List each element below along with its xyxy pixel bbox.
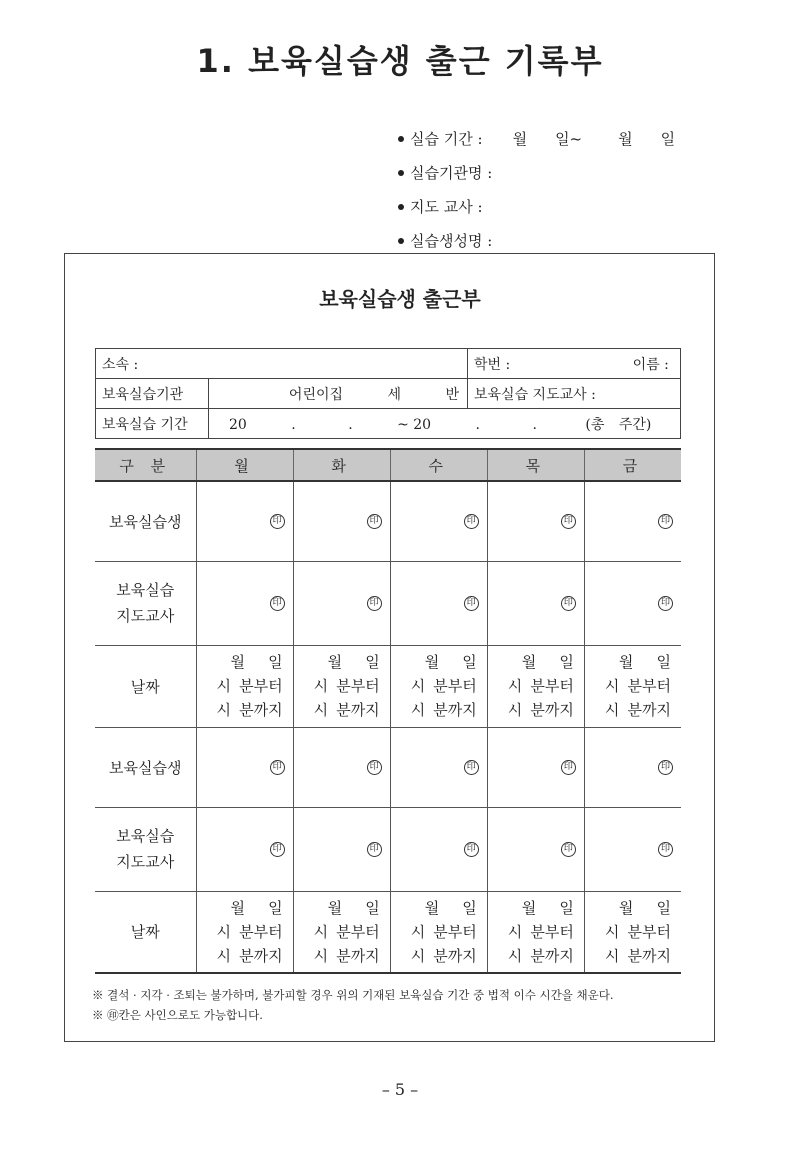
seal-icon: 印 (270, 842, 285, 857)
row-label-date: 날짜 (95, 891, 196, 973)
attendance-table (95, 448, 681, 974)
sign-cell[interactable] (196, 561, 293, 645)
sign-cell[interactable] (293, 727, 390, 807)
period-month-1: 월 (512, 130, 528, 148)
period-label: 보육실습 기간 (96, 409, 209, 439)
seal-icon: 印 (561, 760, 576, 775)
seal-icon: 印 (561, 514, 576, 529)
seal-icon: 印 (367, 760, 382, 775)
sign-cell[interactable] (390, 561, 487, 645)
info-list (398, 122, 675, 258)
form-title: 보육실습생 출근부 (319, 287, 481, 311)
note-1: ※ 결석 · 지각 · 조퇴는 불가하며, 불가피할 경우 위의 기재된 보육실습 기간 중 법적 이수 시간을 채운다. (92, 988, 614, 1002)
notes (92, 985, 614, 1025)
sign-cell[interactable] (487, 807, 584, 891)
row-label-date: 날짜 (95, 645, 196, 727)
bullet-icon (398, 136, 404, 142)
sign-cell[interactable] (196, 727, 293, 807)
info-teacher (398, 190, 675, 224)
date-cell[interactable]: 월 일 시 분부터 시 분까지 (390, 891, 487, 973)
period-day-1: 일~ (555, 130, 583, 148)
sign-cell[interactable] (584, 481, 681, 561)
table-row (95, 891, 681, 973)
sign-cell[interactable] (196, 807, 293, 891)
sign-cell[interactable] (196, 481, 293, 561)
date-cell[interactable]: 월 일 시 분부터 시 분까지 (196, 645, 293, 727)
seal-icon: 印 (561, 842, 576, 857)
seal-icon: 印 (270, 514, 285, 529)
col-fri: 금 (584, 449, 681, 481)
seal-icon: 印 (367, 596, 382, 611)
seal-icon: 印 (464, 760, 479, 775)
daycare-cell[interactable]: 어린이집 세 반 (209, 379, 468, 409)
bullet-icon (398, 238, 404, 244)
table-header-row (95, 449, 681, 481)
row-label-student: 보육실습생 (95, 481, 196, 561)
date-cell[interactable]: 월 일 시 분부터 시 분까지 (293, 645, 390, 727)
period-month-2: 월 (618, 130, 633, 148)
date-cell[interactable]: 월 일 시 분부터 시 분까지 (293, 891, 390, 973)
sign-cell[interactable] (390, 727, 487, 807)
date-cell[interactable]: 월 일 시 분부터 시 분까지 (390, 645, 487, 727)
sign-cell[interactable] (293, 561, 390, 645)
institution-label: 보육실습기관 (96, 379, 209, 409)
sign-cell[interactable] (584, 561, 681, 645)
sign-cell[interactable] (487, 481, 584, 561)
seal-icon: 印 (658, 760, 673, 775)
seal-icon: 印 (658, 514, 673, 529)
supervisor-cell[interactable]: 보육실습 지도교사 : (468, 379, 681, 409)
sign-cell[interactable] (584, 807, 681, 891)
seal-icon: 印 (561, 596, 576, 611)
date-cell[interactable]: 월 일 시 분부터 시 분까지 (487, 891, 584, 973)
teacher-label: 지도 교사 : (410, 198, 483, 216)
col-mon: 월 (196, 449, 293, 481)
row-label-teacher: 보육실습 지도교사 (95, 807, 196, 891)
date-cell[interactable]: 월 일 시 분부터 시 분까지 (584, 891, 681, 973)
seal-icon: 印 (658, 842, 673, 857)
sign-cell[interactable] (487, 727, 584, 807)
institution-label: 실습기관명 : (410, 164, 493, 182)
bullet-icon (398, 204, 404, 210)
seal-icon: 印 (464, 514, 479, 529)
col-category: 구 분 (95, 449, 196, 481)
table-row (95, 645, 681, 727)
table-row (95, 561, 681, 645)
sign-cell[interactable] (487, 561, 584, 645)
student-no-label: 학번 : (474, 356, 511, 373)
affiliation-cell[interactable]: 소속 : (96, 349, 468, 379)
seal-icon: 印 (464, 842, 479, 857)
table-row (95, 807, 681, 891)
seal-icon: 印 (270, 760, 285, 775)
col-thu: 목 (487, 449, 584, 481)
seal-icon: 印 (270, 596, 285, 611)
sign-cell[interactable] (390, 481, 487, 561)
page-number: – 5 – (381, 1080, 419, 1099)
note-2: ※ ㊞칸은 사인으로도 가능합니다. (92, 1008, 263, 1022)
name-label: 이름 : (632, 356, 669, 373)
table-row (95, 727, 681, 807)
info-period (398, 122, 675, 156)
page-title: 1. 보육실습생 출근 기록부 (196, 42, 604, 80)
seal-icon: 印 (658, 596, 673, 611)
period-cell[interactable]: 20 . . ~ 20 . . (총 주간) (209, 409, 681, 439)
sign-cell[interactable] (390, 807, 487, 891)
student-no-name-cell[interactable] (468, 349, 681, 379)
col-wed: 수 (390, 449, 487, 481)
row-label-teacher: 보육실습 지도교사 (95, 561, 196, 645)
date-cell[interactable]: 월 일 시 분부터 시 분까지 (584, 645, 681, 727)
sign-cell[interactable] (293, 807, 390, 891)
seal-icon: 印 (367, 842, 382, 857)
sign-cell[interactable] (584, 727, 681, 807)
date-cell[interactable]: 월 일 시 분부터 시 분까지 (196, 891, 293, 973)
seal-icon: 印 (464, 596, 479, 611)
col-tue: 화 (293, 449, 390, 481)
student-label: 실습생성명 : (410, 232, 493, 250)
sign-cell[interactable] (293, 481, 390, 561)
period-label: 실습 기간 : (410, 130, 483, 148)
row-label-student: 보육실습생 (95, 727, 196, 807)
info-institution (398, 156, 675, 190)
date-cell[interactable]: 월 일 시 분부터 시 분까지 (487, 645, 584, 727)
seal-icon: 印 (367, 514, 382, 529)
bullet-icon (398, 170, 404, 176)
header-table (95, 348, 681, 439)
table-row (95, 481, 681, 561)
period-day-2: 일 (660, 130, 676, 148)
